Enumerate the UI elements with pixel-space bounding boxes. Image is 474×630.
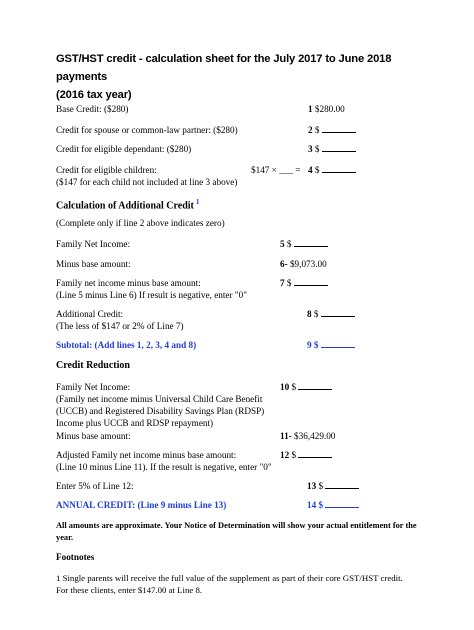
line-4-blank[interactable] <box>322 164 356 173</box>
additional-credit-label: Additional Credit: <box>56 309 124 319</box>
line-10-number: 10 <box>280 382 290 392</box>
line-8-number: 8 <box>307 309 312 319</box>
net-minus-base-label: Family net income minus base amount: <box>56 278 201 288</box>
reduction-note-3: Income plus UCCB and RDSP repayment) <box>56 418 214 428</box>
family-net-income-label: Family Net Income: <box>56 239 130 249</box>
additional-credit-note: (Complete only if line 2 above indicates zero) <box>56 218 225 228</box>
line-4-number: 4 <box>308 165 313 175</box>
line-14-blank[interactable] <box>325 499 359 508</box>
line-1-amount: $280.00 <box>314 104 345 114</box>
line-9-blank[interactable] <box>321 339 355 348</box>
title-line-1: GST/HST credit - calculation sheet for the July 2017 to June 2018 payments <box>56 53 392 83</box>
additional-credit-heading-text: Calculation of Additional Credit <box>56 200 194 212</box>
dependant-credit-value <box>308 143 356 155</box>
line-6-number: 6- <box>280 259 288 269</box>
net-minus-base-value <box>280 277 328 289</box>
line-9-amount: $ <box>313 340 319 350</box>
line-13-amount: $ <box>318 481 324 491</box>
line-2-blank[interactable] <box>322 124 356 133</box>
line-14-number: 14 <box>307 500 317 510</box>
line-11-number: 11- <box>280 431 292 441</box>
reduction-family-net-income-value <box>280 381 332 393</box>
line-11-amount: $36,429.00 <box>294 431 336 441</box>
reduction-minus-base-value <box>280 430 335 442</box>
line-13-blank[interactable] <box>325 480 359 489</box>
line-12-blank[interactable] <box>298 449 332 458</box>
reduction-note-1: (Family net income minus Universal Child Care Benefit <box>56 394 263 404</box>
children-credit-value <box>308 164 356 176</box>
line-7-blank[interactable] <box>294 277 328 286</box>
line-8-blank[interactable] <box>321 308 355 317</box>
line-10-blank[interactable] <box>298 381 332 390</box>
footnotes-heading: Footnotes <box>56 552 95 562</box>
line-5-number: 5 <box>280 239 285 249</box>
line-7-number: 7 <box>280 278 285 288</box>
line-9-number: 9 <box>307 340 312 350</box>
additional-credit-value <box>307 308 355 320</box>
annual-credit-label: ANNUAL CREDIT: (Line 9 minus Line 13) <box>56 500 227 510</box>
document-title <box>56 50 436 104</box>
dependant-credit-label: Credit for eligible dependant: ($280) <box>56 144 192 154</box>
line-10-amount: $ <box>291 382 297 392</box>
line-14-amount: $ <box>318 500 324 510</box>
line-8-amount: $ <box>313 309 319 319</box>
family-net-income-value <box>280 238 328 250</box>
line-3-number: 3 <box>308 144 313 154</box>
base-credit-label: Base Credit: ($280) <box>56 104 129 114</box>
adjusted-income-note: (Line 10 minus Line 11). If the result is negative, enter "0" <box>56 462 272 472</box>
annual-credit-value <box>307 499 359 511</box>
disclaimer-line-2: year. <box>56 533 74 542</box>
adjusted-income-label: Adjusted Family net income minus base amount: <box>56 450 237 460</box>
spouse-credit-label: Credit for spouse or common-law partner: ($280) <box>56 125 238 135</box>
adjusted-income-value <box>280 449 332 461</box>
line-6-amount: $9,073.00 <box>289 259 327 269</box>
children-credit-note: ($147 for each child not included at line 3 above) <box>56 177 238 187</box>
five-percent-value <box>307 480 359 492</box>
reduction-family-net-income-label: Family Net Income: <box>56 382 130 392</box>
net-minus-base-note: (Line 5 minus Line 6) If result is negative, enter "0" <box>56 290 247 300</box>
subtotal-label: Subtotal: (Add lines 1, 2, 3, 4 and 8) <box>56 340 197 350</box>
credit-reduction-heading: Credit Reduction <box>56 360 130 371</box>
children-credit-label: Credit for eligible children: <box>56 165 157 175</box>
line-7-amount: $ <box>286 278 292 288</box>
subtotal-value <box>307 339 355 351</box>
line-4-amount: $ <box>314 165 320 175</box>
line-2-amount: $ <box>314 125 320 135</box>
line-2-number: 2 <box>308 125 313 135</box>
five-percent-label: Enter 5% of Line 12: <box>56 481 134 491</box>
base-credit-value <box>308 103 345 115</box>
line-13-number: 13 <box>307 481 317 491</box>
line-3-amount: $ <box>314 144 320 154</box>
reduction-minus-base-label: Minus base amount: <box>56 431 131 441</box>
minus-base-amount-value <box>280 258 327 270</box>
children-multiplier: $147 × ___ = <box>251 165 301 175</box>
footnote-1-line-2: For these clients, enter $147.00 at Line 8. <box>56 585 203 595</box>
line-5-blank[interactable] <box>294 238 328 247</box>
line-12-amount: $ <box>291 450 297 460</box>
line-3-blank[interactable] <box>322 143 356 152</box>
minus-base-amount-label: Minus base amount: <box>56 259 131 269</box>
title-line-2: (2016 tax year) <box>56 89 132 101</box>
line-5-amount: $ <box>286 239 292 249</box>
reduction-note-2: (UCCB) and Registered Disability Savings Plan (RDSP) <box>56 406 265 416</box>
additional-credit-heading <box>56 196 199 212</box>
footnote-link[interactable]: 1 <box>195 198 200 206</box>
spouse-credit-value <box>308 124 356 136</box>
line-12-number: 12 <box>280 450 290 460</box>
line-1-number: 1 <box>308 104 313 114</box>
additional-credit-note-lesser: (The less of $147 or 2% of Line 7) <box>56 321 184 331</box>
disclaimer-line-1: All amounts are approximate. Your Notice of Determination will show your actual entitlement for the <box>56 521 417 530</box>
footnote-1-line-1: 1 Single parents will receive the full value of the supplement as part of their core GST/HST credit. <box>56 573 403 583</box>
